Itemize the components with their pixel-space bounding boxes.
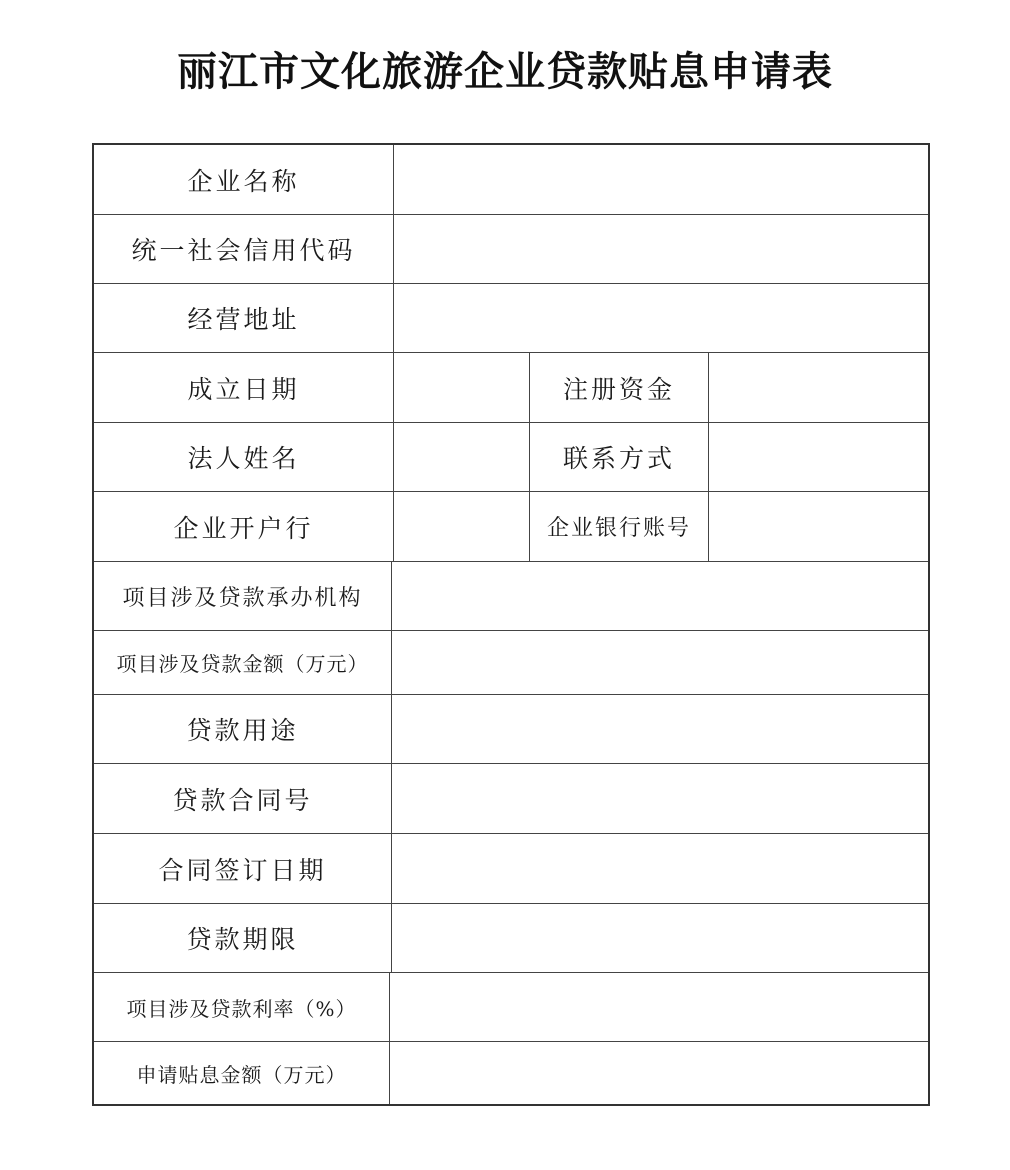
contract-date-field[interactable] <box>392 834 930 903</box>
bank-account-field[interactable] <box>709 492 930 561</box>
registered-capital-label: 注册资金 <box>530 353 709 422</box>
form-title: 丽江市文化旅游企业贷款贴息申请表 <box>177 49 833 95</box>
row-loan-rate <box>94 973 928 1042</box>
row-address <box>94 284 928 353</box>
row-legal-person <box>94 423 928 492</box>
bank-field[interactable] <box>394 492 530 561</box>
credit-code-field[interactable] <box>394 215 930 283</box>
row-contract-date <box>94 834 928 904</box>
legal-person-field[interactable] <box>394 423 530 491</box>
loan-purpose-label: 贷款用途 <box>94 695 392 763</box>
founding-date-label: 成立日期 <box>94 353 394 422</box>
contact-field[interactable] <box>709 423 930 491</box>
row-contract-no <box>94 764 928 834</box>
row-subsidy-amount <box>94 1042 928 1104</box>
loan-term-label: 贷款期限 <box>94 904 392 972</box>
application-form-table <box>92 143 930 1106</box>
loan-term-field[interactable] <box>392 904 930 972</box>
company-name-field[interactable] <box>394 145 930 214</box>
loan-institution-field[interactable] <box>392 562 930 630</box>
loan-purpose-field[interactable] <box>392 695 930 763</box>
contract-date-label: 合同签订日期 <box>94 834 392 903</box>
loan-rate-field[interactable] <box>390 973 930 1041</box>
loan-amount-field[interactable] <box>392 631 930 694</box>
founding-date-field[interactable] <box>394 353 530 422</box>
row-loan-term <box>94 904 928 973</box>
bank-label: 企业开户行 <box>94 492 394 561</box>
contract-no-label: 贷款合同号 <box>94 764 392 833</box>
contact-label: 联系方式 <box>530 423 709 491</box>
address-field[interactable] <box>394 284 930 352</box>
legal-person-label: 法人姓名 <box>94 423 394 491</box>
registered-capital-field[interactable] <box>709 353 930 422</box>
subsidy-amount-field[interactable] <box>390 1042 930 1104</box>
row-loan-purpose <box>94 695 928 764</box>
contract-no-field[interactable] <box>392 764 930 833</box>
row-company-name <box>94 145 928 215</box>
row-credit-code <box>94 215 928 284</box>
row-bank <box>94 492 928 562</box>
address-label: 经营地址 <box>94 284 394 352</box>
subsidy-amount-label: 申请贴息金额（万元） <box>94 1042 390 1104</box>
loan-amount-label: 项目涉及贷款金额（万元） <box>94 631 392 694</box>
loan-rate-label: 项目涉及贷款利率（%） <box>94 973 390 1041</box>
row-loan-institution <box>94 562 928 631</box>
credit-code-label: 统一社会信用代码 <box>94 215 394 283</box>
row-loan-amount <box>94 631 928 695</box>
bank-account-label: 企业银行账号 <box>530 492 709 561</box>
loan-institution-label: 项目涉及贷款承办机构 <box>94 562 392 630</box>
row-founding <box>94 353 928 423</box>
company-name-label: 企业名称 <box>94 145 394 214</box>
